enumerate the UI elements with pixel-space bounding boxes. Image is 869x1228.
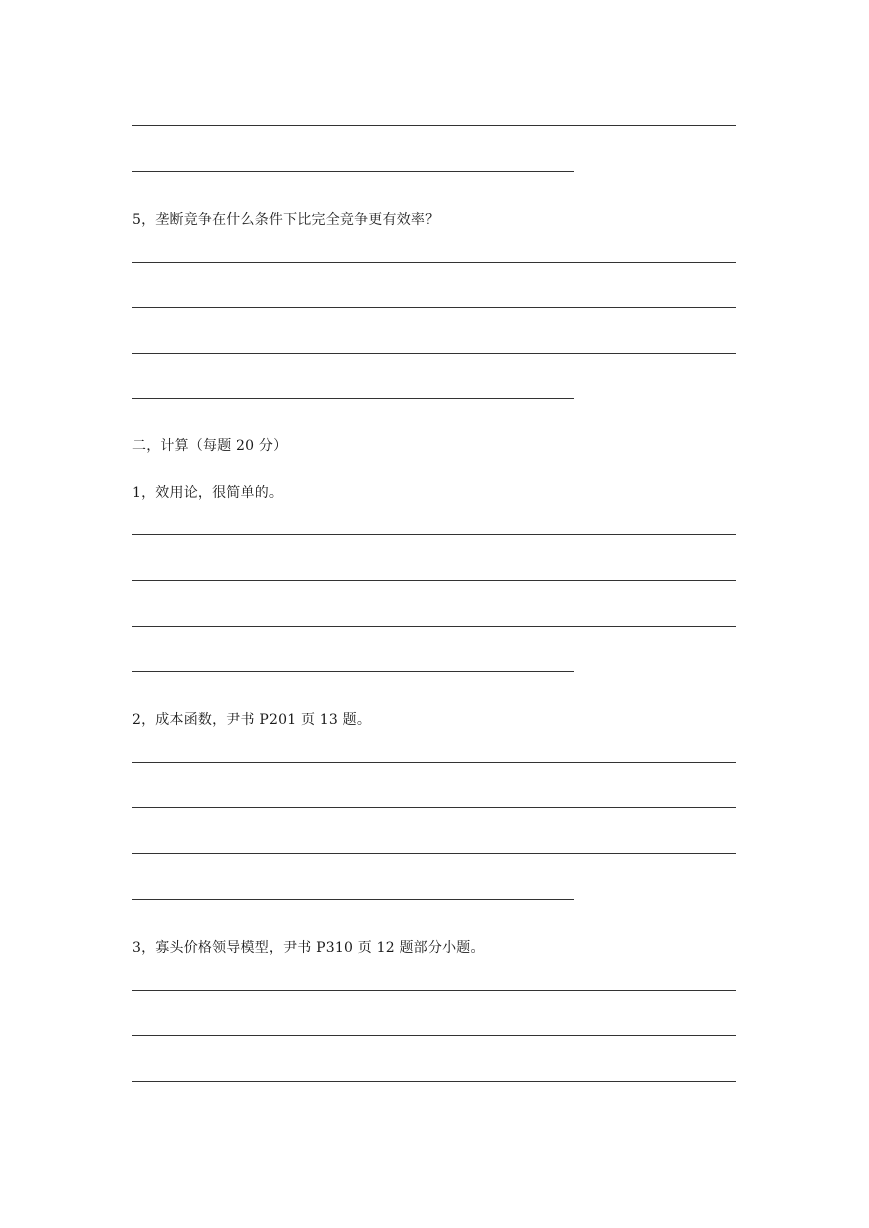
question-5: 5，垄断竞争在什么条件下比完全竞争更有效率？ (132, 212, 440, 228)
answer-line (132, 853, 736, 854)
section-heading: 二，计算（每题 20 分） (132, 438, 288, 454)
answer-line (132, 580, 736, 581)
answer-line (132, 398, 574, 399)
answer-line (132, 307, 736, 308)
answer-line (132, 1081, 736, 1082)
answer-line (132, 762, 736, 763)
answer-line (132, 534, 736, 535)
answer-line (132, 125, 736, 126)
calc-question-1: 1，效用论，很简单的。 (132, 485, 284, 501)
calc-question-3: 3，寡头价格领导模型，尹书 P310 页 12 题部分小题。 (132, 940, 485, 956)
answer-line (132, 899, 574, 900)
answer-line (132, 671, 574, 672)
calc-question-2: 2，成本函数，尹书 P201 页 13 题。 (132, 712, 372, 728)
answer-line (132, 1035, 736, 1036)
answer-line (132, 262, 736, 263)
answer-line (132, 353, 736, 354)
answer-line (132, 990, 736, 991)
answer-line (132, 171, 574, 172)
answer-line (132, 807, 736, 808)
answer-line (132, 626, 736, 627)
